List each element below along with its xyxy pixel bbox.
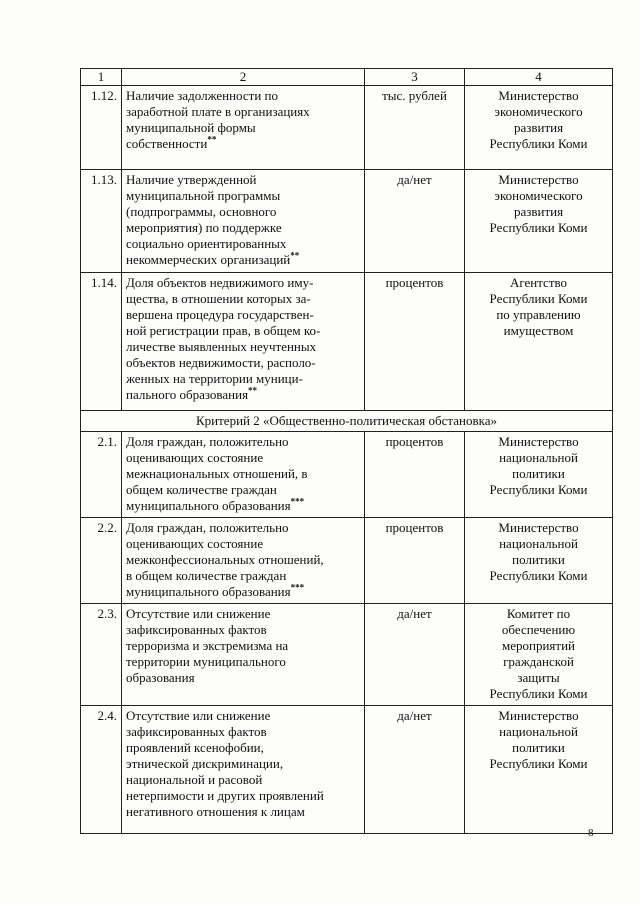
row-organization bbox=[465, 86, 613, 170]
description-text: Отсутствие или снижение зафиксированных фактов терроризма и экстремизма на территории муниципального образования bbox=[126, 606, 289, 685]
row-unit: процентов bbox=[365, 432, 465, 518]
row-description bbox=[122, 706, 365, 834]
table-row bbox=[81, 432, 613, 518]
footnote-mark: *** bbox=[290, 582, 305, 593]
row-unit: процентов bbox=[365, 273, 465, 411]
description-text: Доля граждан, положительно оценивающих состояние межконфессиональных отношений, в общем количестве граждан муниципального образования bbox=[126, 520, 324, 599]
table-row bbox=[81, 706, 613, 834]
column-header: 2 bbox=[122, 69, 365, 86]
row-organization bbox=[465, 706, 613, 834]
row-description bbox=[122, 170, 365, 273]
footnote-mark: ** bbox=[248, 385, 258, 396]
row-description bbox=[122, 273, 365, 411]
description-text: Наличие задолженности по заработной плате в организациях муниципальной формы собственности bbox=[126, 88, 310, 151]
row-unit: да/нет bbox=[365, 604, 465, 706]
row-description bbox=[122, 86, 365, 170]
row-number: 1.13. bbox=[81, 170, 122, 273]
organization-text: Министерство национальной политики Республики Коми bbox=[489, 520, 588, 583]
table-row bbox=[81, 273, 613, 411]
row-number: 2.2. bbox=[81, 518, 122, 604]
description-text: Наличие утвержденной муниципальной программы (подпрограммы, основного мероприятия) по поддержке социально ориентированных некоммерческих организаций bbox=[126, 172, 291, 267]
row-organization bbox=[465, 604, 613, 706]
row-description bbox=[122, 604, 365, 706]
header-row bbox=[81, 69, 613, 86]
section-row bbox=[81, 411, 613, 432]
criteria-table bbox=[80, 68, 613, 834]
organization-text: Министерство национальной политики Республики Коми bbox=[489, 434, 588, 497]
column-header: 3 bbox=[365, 69, 465, 86]
page-number: 8 bbox=[588, 827, 594, 839]
organization-text: Комитет по обеспечению мероприятий гражданской защиты Республики Коми bbox=[489, 606, 588, 701]
row-organization bbox=[465, 518, 613, 604]
row-unit: да/нет bbox=[365, 706, 465, 834]
description-text: Отсутствие или снижение зафиксированных фактов проявлений ксенофобии, этнической дискриминации, национальной и расовой нетерпимости и других проявлений негативного отношения к лицам bbox=[126, 708, 324, 819]
footnote-mark: ** bbox=[207, 134, 217, 145]
organization-text: Министерство национальной политики Республики Коми bbox=[489, 708, 588, 771]
description-text: Доля граждан, положительно оценивающих состояние межнациональных отношений, в общем количестве граждан муниципального образования bbox=[126, 434, 308, 513]
row-number: 2.4. bbox=[81, 706, 122, 834]
organization-text: Министерство экономического развития Республики Коми bbox=[489, 172, 588, 235]
row-number: 1.12. bbox=[81, 86, 122, 170]
row-unit: тыс. рублей bbox=[365, 86, 465, 170]
table-row bbox=[81, 518, 613, 604]
table-row bbox=[81, 604, 613, 706]
row-organization bbox=[465, 432, 613, 518]
row-description bbox=[122, 518, 365, 604]
organization-text: Агентство Республики Коми по управлению имуществом bbox=[489, 275, 588, 338]
row-number: 1.14. bbox=[81, 273, 122, 411]
row-description bbox=[122, 432, 365, 518]
row-unit: да/нет bbox=[365, 170, 465, 273]
organization-text: Министерство экономического развития Республики Коми bbox=[489, 88, 588, 151]
column-header: 1 bbox=[81, 69, 122, 86]
description-text: Доля объектов недвижимого иму- щества, в отношении которых за- вершена процедура государствен- ной регистрации прав, в общем ко- личестве выявленных неучтенных объектов недвижимости, располо- женных на территории муници- пального образования bbox=[126, 275, 321, 402]
table-row bbox=[81, 170, 613, 273]
table-row bbox=[81, 86, 613, 170]
row-number: 2.3. bbox=[81, 604, 122, 706]
footnote-mark: ** bbox=[290, 250, 300, 261]
row-number: 2.1. bbox=[81, 432, 122, 518]
row-organization bbox=[465, 273, 613, 411]
column-header: 4 bbox=[465, 69, 613, 86]
section-title: Критерий 2 «Общественно-политическая обстановка» bbox=[81, 411, 613, 432]
row-organization bbox=[465, 170, 613, 273]
footnote-mark: *** bbox=[290, 496, 305, 507]
row-unit: процентов bbox=[365, 518, 465, 604]
